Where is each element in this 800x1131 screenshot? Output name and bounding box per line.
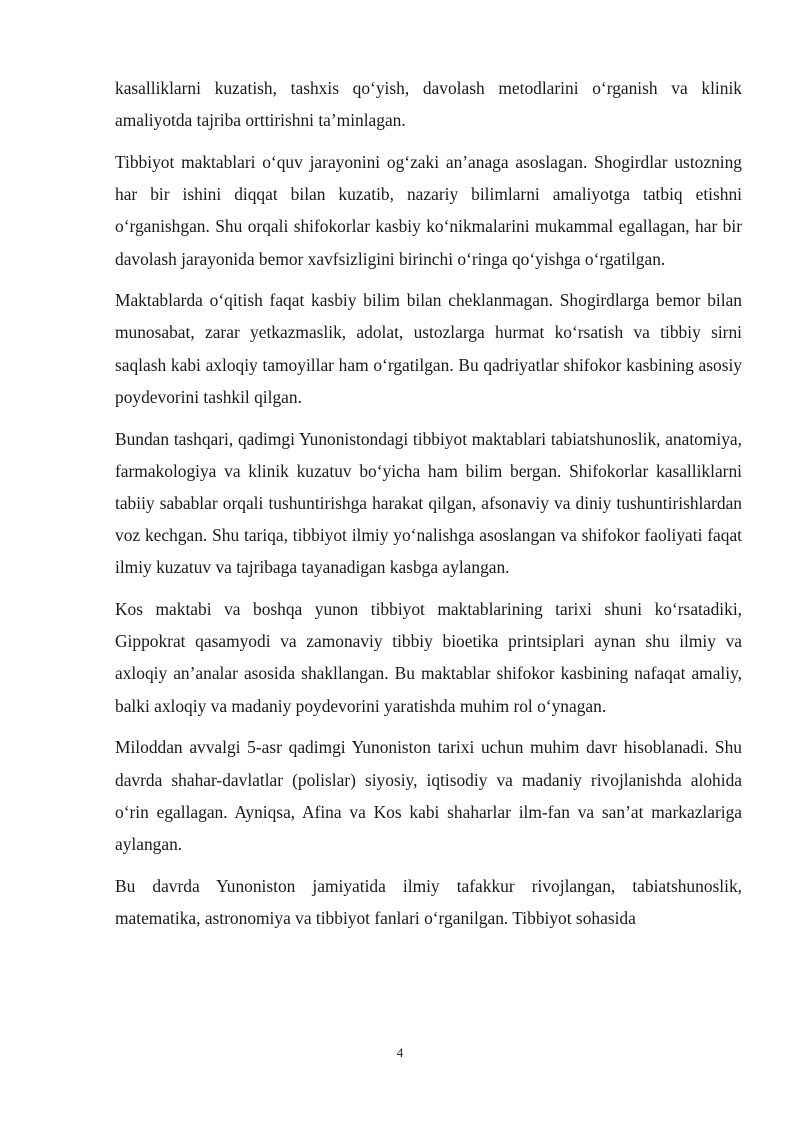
body-text: [115, 72, 742, 944]
paragraph: Kos maktabi va boshqa yunon tibbiyot maktablarining tarixi shuni ko‘rsatadiki, Gippokrat qasamyodi va zamonaviy tibbiy bioetika printsiplari aynan shu ilmiy va axloqiy an’analar asosida shakllangan. Bu maktablar shifokor kasbining nafaqat amaliy, balki axloqiy va madaniy poydevorini yaratishda muhim rol o‘ynagan.: [115, 599, 742, 716]
paragraph: Bundan tashqari, qadimgi Yunonistondagi tibbiyot maktablari tabiatshunoslik, anatomiya, farmakologiya va klinik kuzatuv bo‘yicha ham bilim bergan. Shifokorlar kasalliklarni tabiiy sabablar orqali tushuntirishga harakat qilgan, afsonaviy va diniy tushuntirishlardan voz kechgan. Shu tariqa, tibbiyot ilmiy yo‘nalishga asoslangan va shifokor faoliyati faqat ilmiy kuzatuv va tajribaga tayanadigan kasbga aylangan.: [115, 428, 742, 578]
paragraph: kasalliklarni kuzatish, tashxis qo‘yish, davolash metodlarini o‘rganish va klinik amaliyotda tajriba orttirishni ta’minlagan.: [115, 78, 742, 131]
page-number: 4: [396, 1045, 404, 1060]
paragraph: Miloddan avvalgi 5-asr qadimgi Yunoniston tarixi uchun muhim davr hisoblanadi. Shu davrda shahar-davlatlar (polislar) siyosiy, iqtisodiy va madaniy rivojlanishda alohida o‘rin egallagan. Ayniqsa, Afina va Kos kabi shaharlar ilm-fan va san’at markazlariga aylangan.: [115, 737, 742, 854]
paragraph: Tibbiyot maktablari o‘quv jarayonini og‘zaki an’anaga asoslagan. Shogirdlar ustozning har bir ishini diqqat bilan kuzatib, nazariy bilimlarni amaliyotga tatbiq etishni o‘rganishgan. Shu orqali shifokorlar kasbiy ko‘nikmalarini mukammal egallagan, har bir davolash jarayonida bemor xavfsizligini birinchi o‘ringa qo‘yishga o‘rgatilgan.: [115, 151, 742, 269]
paragraph: Bu davrda Yunoniston jamiyatida ilmiy tafakkur rivojlangan, tabiatshunoslik, matematika, astronomiya va tibbiyot fanlari o‘rganilgan. Tibbiyot sohasida: [115, 875, 742, 928]
paragraph: Maktablarda o‘qitish faqat kasbiy bilim bilan cheklanmagan. Shogirdlarga bemor bilan munosabat, zarar yetkazmaslik, adolat, ustozlarga hurmat ko‘rsatish va tibbiy sirni saqlash kabi axloqiy tamoyillar ham o‘rgatilgan. Bu qadriyatlar shifokor kasbining asosiy poydevorini tashkil qilgan.: [115, 290, 742, 407]
